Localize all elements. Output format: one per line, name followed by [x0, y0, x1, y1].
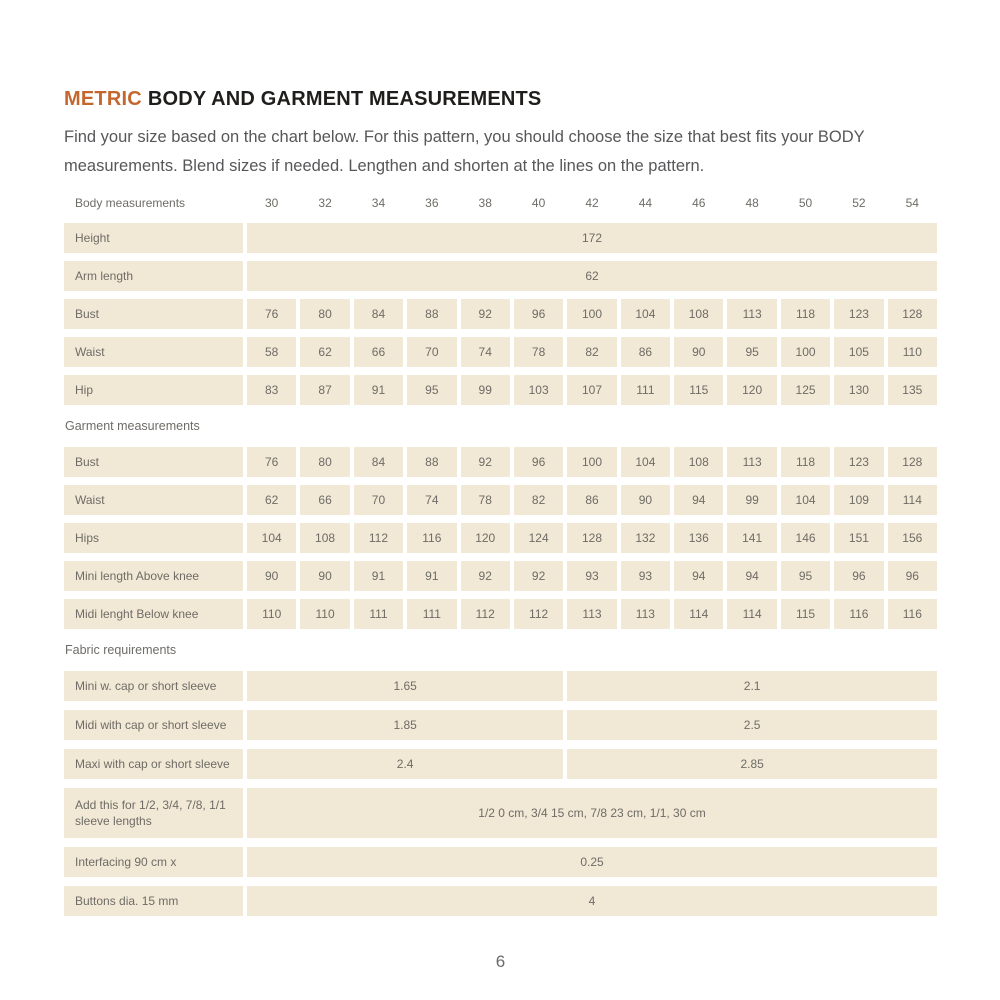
value-cell: 76 — [247, 447, 296, 477]
value-cell: 111 — [354, 599, 403, 629]
value-cell: 82 — [567, 337, 616, 367]
value-cell: 94 — [727, 561, 776, 591]
size-column-header: 40 — [531, 196, 546, 210]
value-cell: 90 — [300, 561, 349, 591]
value-cell: 90 — [621, 485, 670, 515]
size-column-header: 42 — [585, 196, 599, 210]
value-cell: 115 — [674, 375, 723, 405]
value-cell: 116 — [888, 599, 937, 629]
value-cell: 132 — [621, 523, 670, 553]
row-label: Maxi with cap or short sleeve — [64, 749, 243, 779]
value-cell-left: 1.85 — [247, 710, 563, 740]
value-cell: 94 — [674, 485, 723, 515]
value-cell: 78 — [461, 485, 510, 515]
title-highlight: METRIC — [64, 88, 142, 110]
value-cell: 128 — [888, 299, 937, 329]
value-cell: 113 — [621, 599, 670, 629]
value-cell: 78 — [514, 337, 563, 367]
value-cell: 80 — [300, 447, 349, 477]
value-cell: 104 — [781, 485, 830, 515]
value-cell: 111 — [407, 599, 456, 629]
value-cell: 104 — [247, 523, 296, 553]
row-label: Mini length Above knee — [64, 561, 243, 591]
page-title — [64, 88, 937, 111]
value-cell: 62 — [247, 485, 296, 515]
value-cell: 86 — [621, 337, 670, 367]
value-cell: 95 — [781, 561, 830, 591]
value-cell-span: 172 — [247, 223, 937, 253]
value-cell: 96 — [514, 299, 563, 329]
value-cell: 74 — [461, 337, 510, 367]
value-cell: 118 — [781, 299, 830, 329]
value-cell: 84 — [354, 447, 403, 477]
row-label: Midi lenght Below knee — [64, 599, 243, 629]
value-cell-span: 1/2 0 cm, 3/4 15 cm, 7/8 23 cm, 1/1, 30 cm — [247, 788, 937, 838]
value-cell: 120 — [727, 375, 776, 405]
row-label: Height — [64, 223, 243, 253]
row-label: Add this for 1/2, 3/4, 7/8, 1/1 sleeve lengths — [64, 788, 243, 838]
value-cell: 115 — [781, 599, 830, 629]
size-column-header: 50 — [798, 196, 813, 210]
section-label-garment: Garment measurements — [65, 419, 200, 433]
value-cell: 74 — [407, 485, 456, 515]
value-cell: 120 — [461, 523, 510, 553]
value-cell: 113 — [567, 599, 616, 629]
value-cell: 116 — [834, 599, 883, 629]
value-cell: 104 — [621, 299, 670, 329]
value-cell: 114 — [888, 485, 937, 515]
value-cell: 70 — [354, 485, 403, 515]
value-cell: 96 — [834, 561, 883, 591]
value-cell: 108 — [674, 299, 723, 329]
value-cell-span: 0.25 — [247, 847, 937, 877]
value-cell: 91 — [354, 561, 403, 591]
value-cell-left: 2.4 — [247, 749, 563, 779]
value-cell: 87 — [300, 375, 349, 405]
value-cell: 135 — [888, 375, 937, 405]
value-cell: 90 — [247, 561, 296, 591]
intro-line-2: measurements. Blend sizes if needed. Lengthen and shorten at the lines on the pattern. — [64, 157, 705, 175]
value-cell: 99 — [727, 485, 776, 515]
value-cell: 91 — [407, 561, 456, 591]
row-label: Waist — [64, 485, 243, 515]
row-label: Bust — [64, 299, 243, 329]
row-label: Midi with cap or short sleeve — [64, 710, 243, 740]
value-cell: 109 — [834, 485, 883, 515]
value-cell: 124 — [514, 523, 563, 553]
value-cell: 125 — [781, 375, 830, 405]
size-header-row — [64, 193, 937, 213]
value-cell: 84 — [354, 299, 403, 329]
value-cell: 76 — [247, 299, 296, 329]
value-cell: 100 — [567, 447, 616, 477]
value-cell: 96 — [888, 561, 937, 591]
page-number: 6 — [495, 952, 506, 971]
size-column-header: 34 — [371, 196, 386, 210]
value-cell: 110 — [888, 337, 937, 367]
value-cell: 118 — [781, 447, 830, 477]
value-cell: 96 — [514, 447, 563, 477]
value-cell: 100 — [781, 337, 830, 367]
size-column-header: 44 — [638, 196, 653, 210]
value-cell: 108 — [674, 447, 723, 477]
value-cell: 156 — [888, 523, 937, 553]
value-cell: 62 — [300, 337, 349, 367]
value-cell: 94 — [674, 561, 723, 591]
value-cell: 105 — [834, 337, 883, 367]
value-cell: 112 — [461, 599, 510, 629]
value-cell: 103 — [514, 375, 563, 405]
value-cell: 151 — [834, 523, 883, 553]
value-cell: 66 — [354, 337, 403, 367]
value-cell: 113 — [727, 447, 776, 477]
value-cell: 88 — [407, 299, 456, 329]
value-cell-right: 2.1 — [567, 671, 937, 701]
value-cell: 128 — [567, 523, 616, 553]
value-cell: 70 — [407, 337, 456, 367]
size-column-header: 36 — [425, 196, 439, 210]
value-cell: 80 — [300, 299, 349, 329]
row-label: Hips — [64, 523, 243, 553]
row-label: Mini w. cap or short sleeve — [64, 671, 243, 701]
title-rest: BODY AND GARMENT MEASUREMENTS — [147, 88, 542, 110]
value-cell: 86 — [567, 485, 616, 515]
size-column-header: 38 — [478, 196, 492, 210]
value-cell: 92 — [514, 561, 563, 591]
value-cell: 92 — [461, 561, 510, 591]
row-label: Buttons dia. 15 mm — [64, 886, 243, 916]
value-cell: 128 — [888, 447, 937, 477]
size-column-header: 54 — [905, 196, 919, 210]
size-column-header: 48 — [745, 196, 759, 210]
section-label-fabric: Fabric requirements — [65, 643, 177, 657]
value-cell: 83 — [247, 375, 296, 405]
value-cell: 110 — [247, 599, 296, 629]
row-label: Interfacing 90 cm x — [64, 847, 243, 877]
value-cell: 112 — [354, 523, 403, 553]
row-label: Waist — [64, 337, 243, 367]
size-column-header: 46 — [692, 196, 706, 210]
value-cell: 90 — [674, 337, 723, 367]
value-cell: 123 — [834, 447, 883, 477]
value-cell: 99 — [461, 375, 510, 405]
value-cell-right: 2.5 — [567, 710, 937, 740]
document-page — [64, 88, 937, 972]
size-column-header: 52 — [852, 196, 866, 210]
value-cell: 92 — [461, 299, 510, 329]
value-cell: 113 — [727, 299, 776, 329]
value-cell: 141 — [727, 523, 776, 553]
intro-text — [64, 123, 937, 181]
value-cell: 123 — [834, 299, 883, 329]
value-cell: 107 — [567, 375, 616, 405]
value-cell: 114 — [674, 599, 723, 629]
value-cell: 108 — [300, 523, 349, 553]
value-cell-left: 1.65 — [247, 671, 563, 701]
value-cell: 114 — [727, 599, 776, 629]
row-label: Bust — [64, 447, 243, 477]
value-cell: 95 — [727, 337, 776, 367]
value-cell: 110 — [300, 599, 349, 629]
value-cell: 88 — [407, 447, 456, 477]
value-cell: 111 — [621, 375, 670, 405]
value-cell: 116 — [407, 523, 456, 553]
row-label: Hip — [64, 375, 243, 405]
value-cell: 91 — [354, 375, 403, 405]
value-cell: 58 — [247, 337, 296, 367]
value-cell: 93 — [567, 561, 616, 591]
value-cell: 146 — [781, 523, 830, 553]
value-cell: 95 — [407, 375, 456, 405]
table-header-label: Body measurements — [75, 196, 186, 210]
fabric-requirements-table — [64, 671, 937, 916]
body-measurements-table — [64, 223, 937, 405]
garment-measurements-table — [64, 447, 937, 629]
value-cell: 93 — [621, 561, 670, 591]
value-cell: 112 — [514, 599, 563, 629]
value-cell: 66 — [300, 485, 349, 515]
value-cell: 104 — [621, 447, 670, 477]
size-column-header: 32 — [318, 196, 332, 210]
value-cell: 100 — [567, 299, 616, 329]
intro-line-1: Find your size based on the chart below. For this pattern, you should choose the size that best fits your BODY — [64, 128, 865, 146]
value-cell-right: 2.85 — [567, 749, 937, 779]
size-column-header: 30 — [265, 196, 279, 210]
value-cell-span: 62 — [247, 261, 937, 291]
value-cell-span: 4 — [247, 886, 937, 916]
value-cell: 82 — [514, 485, 563, 515]
row-label: Arm length — [64, 261, 243, 291]
value-cell: 136 — [674, 523, 723, 553]
value-cell: 92 — [461, 447, 510, 477]
value-cell: 130 — [834, 375, 883, 405]
